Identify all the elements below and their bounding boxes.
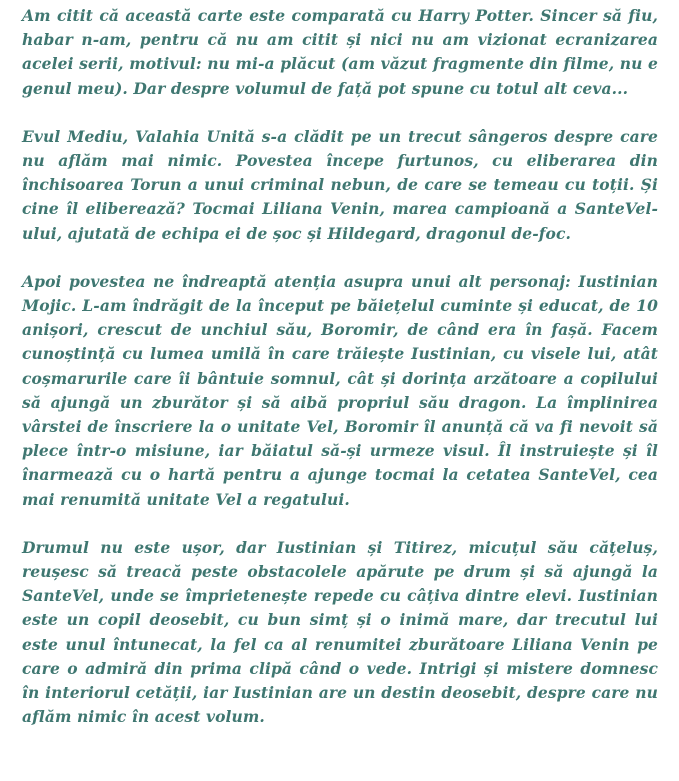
review-paragraph-setting: Evul Mediu, Valahia Unită s-a clădit pe un trecut sângeros despre care nu aflăm mai nimic. Povestea începe furtunos, cu eliberarea din închisoarea Torun a unui criminal nebun, de care se temeau cu toții. Și cine îl eliberează? Tocmai Liliana Venin, marea campioană a SanteVel-ului, ajutată de echipa ei de șoc și Hildegard, dragonul de-foc. [22,126,658,243]
review-article [22,4,658,729]
review-paragraph-protagonist: Apoi povestea ne îndreaptă atenția asupra unui alt personaj: Iustinian Mojic. L-am îndrăgit de la început pe băiețelul cuminte și educat, de 10 anișori, crescut de unchiul său, Boromir, de când era în fașă. Facem cunoștință cu lumea umilă în care trăiește Iustinian, cu visele lui, atât coșmarurile care îi bântuie somnul, cât și dorința arzătoare a copilului să ajungă un zburător și să aibă propriul său dragon. La împlinirea vârstei de înscriere la o unitate Vel, Boromir îl anunță că va fi nevoit să plece într-o misiune, iar băiatul să-și urmeze visul. Îl instruiește și îl înarmează cu o hartă pentru a ajunge tocmai la cetatea SanteVel, cea mai renumită unitate Vel a regatului. [22,271,658,509]
review-paragraph-journey: Drumul nu este ușor, dar Iustinian și Titirez, micuțul său cățeluș, reușesc să treacă peste obstacolele apărute pe drum și să ajungă la SanteVel, unde se împrietenește repede cu câțiva dintre elevi. Iustinian este un copil deosebit, cu bun simț și o inimă mare, dar trecutul lui este unul întunecat, la fel ca al renumitei zburătoare Liliana Venin pe care o admiră din prima clipă când o vede. Intrigi și mistere domnesc în interiorul cetății, iar Iustinian are un destin deosebit, despre care nu aflăm nimic în acest volum. [22,537,658,727]
review-paragraph-intro: Am citit că această carte este comparată cu Harry Potter. Sincer să fiu, habar n-am, pentru că nu am citit și nici nu am vizionat ecranizarea acelei serii, motivul: nu mi-a plăcut (am văzut fragmente din filme, nu e genul meu). Dar despre volumul de față pot spune cu totul alt ceva... [22,6,658,98]
